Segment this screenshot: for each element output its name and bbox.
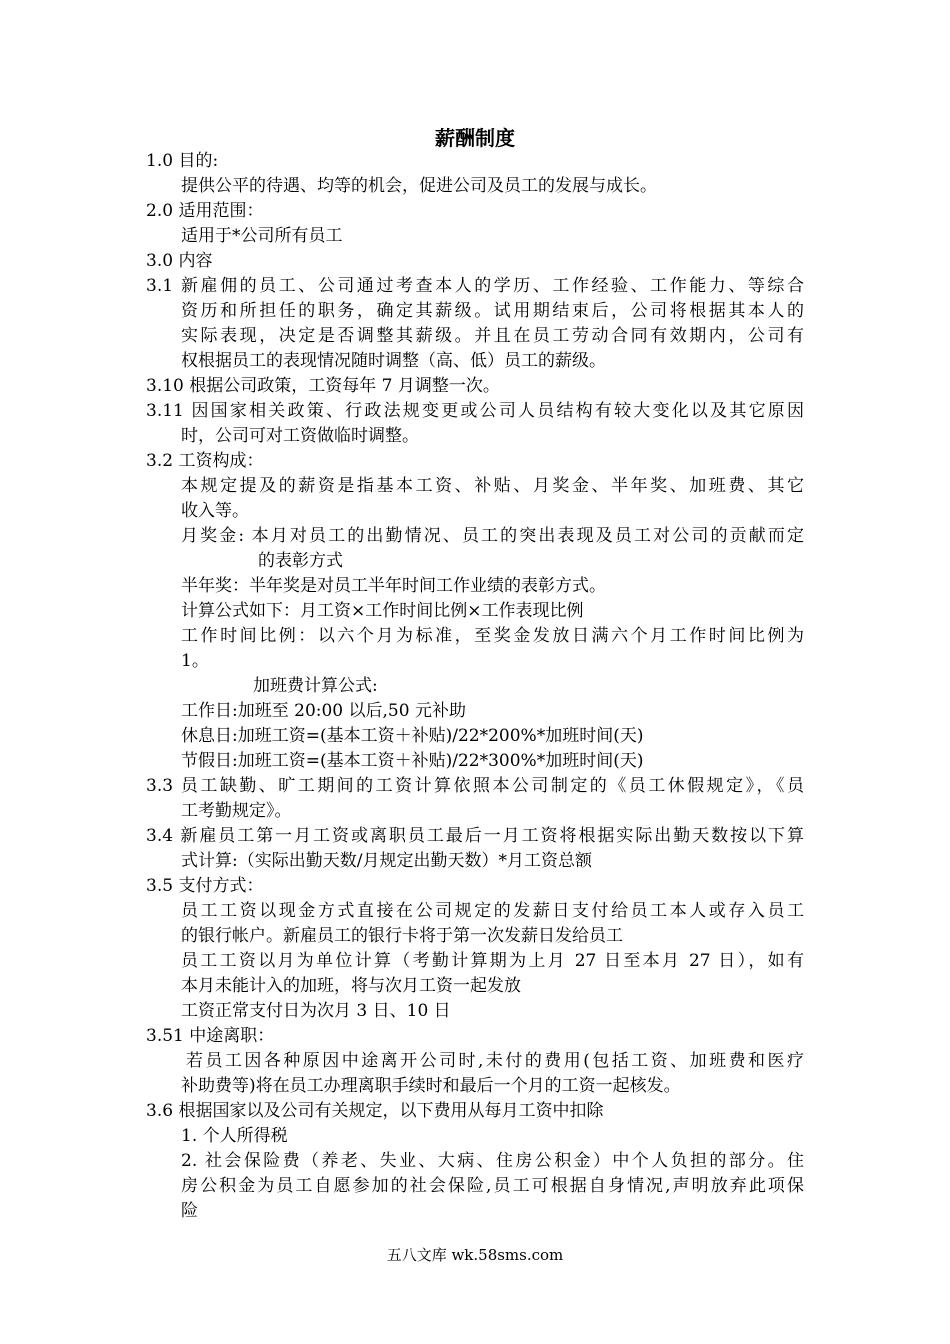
paragraph-line: 休息日:加班工资=(基本工资＋补贴)/22*200%*加班时间(天): [181, 726, 644, 746]
paragraph-line: 3.11 因国家相关政策、行政法规变更或公司人员结构有较大变化以及其它原因: [146, 401, 804, 421]
paragraph-line: 节假日:加班工资=(基本工资＋补贴)/22*300%*加班时间(天): [181, 751, 644, 771]
list-item: 1. 个人所得税: [181, 1126, 288, 1146]
section-heading: 3.5 支付方式：: [146, 876, 264, 896]
section-heading: 3.2 工资构成：: [146, 451, 264, 471]
paragraph-line: 本月未能计入的加班，将与次月工资一起发放: [181, 976, 521, 996]
paragraph-line: 工作日:加班至 20:00 以后,50 元补助: [181, 701, 466, 721]
section-heading: 1.0 目的:: [146, 151, 219, 171]
paragraph-line: 工资正常支付日为次月 3 日、10 日: [181, 1001, 451, 1021]
paragraph-line: 计算公式如下：月工资×工作时间比例×工作表现比例: [181, 601, 584, 621]
paragraph-line: 的银行帐户。新雇员工的银行卡将于第一次发薪日发给员工: [181, 926, 623, 946]
paragraph-line: 1。: [181, 651, 209, 671]
paragraph-line: 若员工因各种原因中途离开公司时,未付的费用(包括工资、加班费和医疗: [186, 1051, 804, 1071]
paragraph-line: 3.1 新雇佣的员工、公司通过考查本人的学历、工作经验、工作能力、等综合: [146, 276, 804, 296]
paragraph-line: 时，公司可对工资做临时调整。: [181, 426, 419, 446]
page-footer: 五八文库 wk.58sms.com: [386, 1246, 564, 1264]
paragraph-line: 本规定提及的薪资是指基本工资、补贴、月奖金、半年奖、加班费、其它: [181, 476, 804, 496]
list-item: 2. 社会保险费（养老、失业、大病、住房公积金）中个人负担的部分。住: [181, 1151, 804, 1171]
paragraph-line: 月奖金: 本月对员工的出勤情况、员工的突出表现及员工对公司的贡献而定: [181, 526, 804, 546]
paragraph-line: 资历和所担任的职务，确定其薪级。试用期结束后，公司将根据其本人的: [181, 301, 804, 321]
subheading: 加班费计算公式:: [253, 676, 378, 696]
paragraph-line: 员工工资以月为单位计算（考勤计算期为上月 27 日至本月 27 日），如有: [181, 951, 804, 971]
paragraph-line: 3.3 员工缺勤、旷工期间的工资计算依照本公司制定的《员工休假规定》，《员: [146, 776, 804, 796]
paragraph-line: 实际表现，决定是否调整其薪级。并且在员工劳动合同有效期内，公司有: [181, 326, 804, 346]
paragraph-line: 补助费等)将在员工办理离职手续时和最后一个月的工资一起核发。: [181, 1076, 681, 1096]
section-heading: 3.51 中途离职：: [146, 1026, 275, 1046]
section-heading: 3.0 内容: [146, 251, 213, 271]
section-heading: 3.10 根据公司政策，工资每年 7 月调整一次。: [146, 376, 500, 396]
paragraph-line: 员工工资以现金方式直接在公司规定的发薪日支付给员工本人或存入员工: [181, 901, 804, 921]
section-heading: 2.0 适用范围：: [146, 201, 264, 221]
page-title: 薪酬制度: [435, 126, 515, 150]
paragraph-line: 式计算:（实际出勤天数/月规定出勤天数）*月工资总额: [181, 851, 592, 871]
paragraph-line: 3.4 新雇员工第一月工资或离职员工最后一月工资将根据实际出勤天数按以下算: [146, 826, 804, 846]
paragraph-line: 权根据员工的表现情况随时调整（高、低）员工的薪级。: [181, 351, 606, 371]
paragraph-line: 提供公平的待遇、均等的机会，促进公司及员工的发展与成长。: [181, 176, 657, 196]
paragraph-line: 房公积金为员工自愿参加的社会保险,员工可根据自身情况,声明放弃此项保: [181, 1176, 804, 1196]
paragraph-line: 工作时间比例：以六个月为标准，至奖金发放日满六个月工作时间比例为: [181, 626, 804, 646]
paragraph-line: 险: [181, 1201, 198, 1221]
paragraph-line: 适用于*公司所有员工: [181, 226, 343, 246]
section-heading: 3.6 根据国家以及公司有关规定，以下费用从每月工资中扣除: [146, 1101, 604, 1121]
paragraph-line: 的表彰方式: [258, 551, 343, 571]
paragraph-line: 收入等。: [181, 501, 249, 521]
paragraph-line: 半年奖：半年奖是对员工半年时间工作业绩的表彰方式。: [181, 576, 606, 596]
paragraph-line: 工考勤规定》。: [181, 801, 292, 821]
